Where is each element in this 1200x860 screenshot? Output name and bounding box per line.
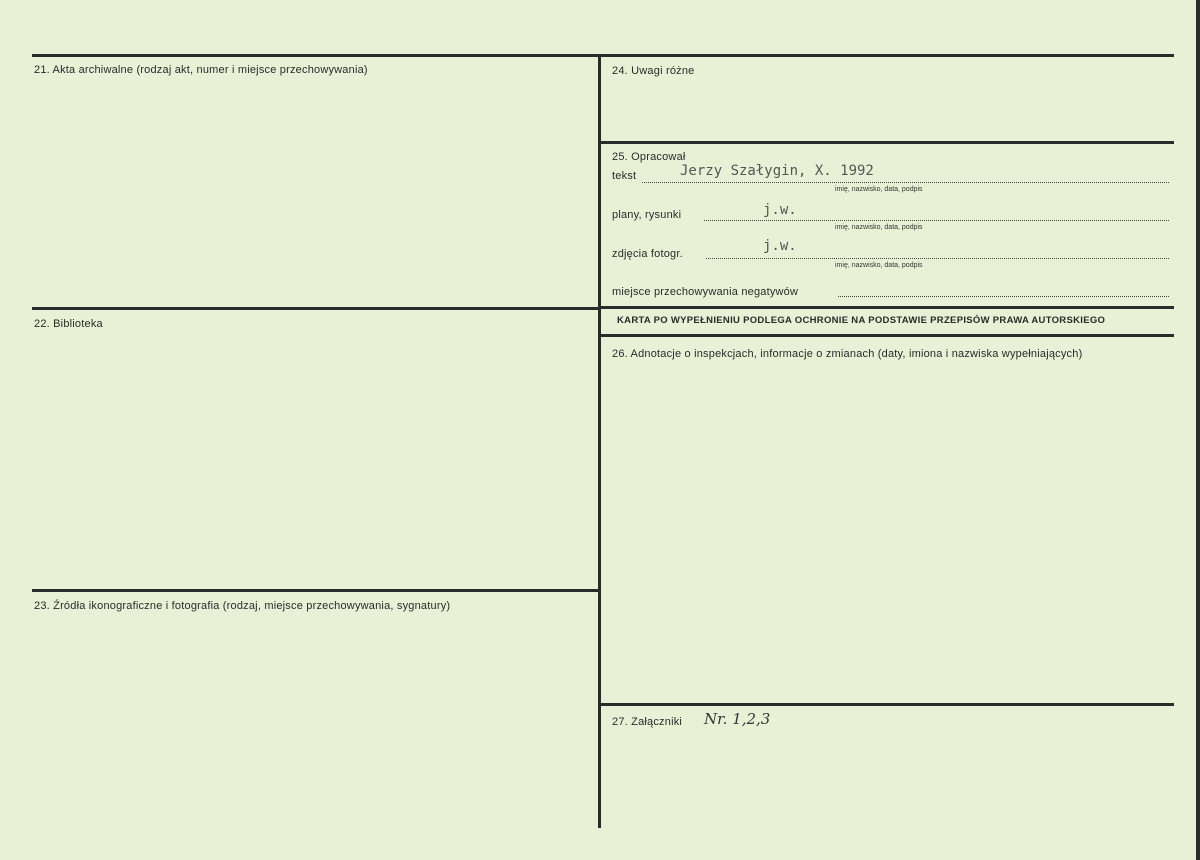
tekst-line bbox=[642, 182, 1169, 183]
field-27-label: 27. Załączniki bbox=[612, 716, 683, 728]
tekst-value: Jerzy Szałygin, X. 1992 bbox=[680, 163, 874, 179]
left-rule-22 bbox=[32, 307, 599, 310]
right-rule-25 bbox=[599, 141, 1174, 144]
right-rule-27 bbox=[599, 703, 1174, 706]
center-divider bbox=[598, 56, 601, 828]
field-23-label: 23. Źródła ikonograficzne i fotografia (rodzaj, miejsce przechowywania, sygnatury) bbox=[34, 600, 451, 612]
top-rule bbox=[32, 54, 1174, 57]
field-25-label: 25. Opracował bbox=[612, 151, 686, 163]
field-26-label: 26. Adnotacje o inspekcjach, informacje o zmianach (daty, imiona i nazwiska wypełniających) bbox=[612, 348, 1083, 360]
copyright-notice: KARTA PO WYPEŁNIENIU PODLEGA OCHRONIE NA PODSTAWIE PRZEPISÓW PRAWA AUTORSKIEGO bbox=[617, 315, 1106, 326]
field-24-label: 24. Uwagi różne bbox=[612, 65, 695, 77]
right-rule-notice-top bbox=[599, 306, 1174, 309]
zdjecia-value: j.w. bbox=[763, 238, 797, 254]
zdjecia-line bbox=[706, 258, 1169, 259]
plany-line bbox=[704, 220, 1169, 221]
tekst-caption: imię, nazwisko, data, podpis bbox=[835, 186, 923, 193]
field-22-label: 22. Biblioteka bbox=[34, 318, 103, 330]
left-rule-23 bbox=[32, 589, 599, 592]
zdjecia-label: zdjęcia fotogr. bbox=[612, 248, 683, 260]
attachments-value: Nr. 1,2,3 bbox=[704, 710, 771, 728]
zdjecia-caption: imię, nazwisko, data, podpis bbox=[835, 262, 923, 269]
negatywy-line bbox=[838, 296, 1169, 297]
plany-caption: imię, nazwisko, data, podpis bbox=[835, 224, 923, 231]
plany-value: j.w. bbox=[763, 202, 797, 218]
plany-label: plany, rysunki bbox=[612, 209, 682, 221]
right-rule-26 bbox=[599, 334, 1174, 337]
field-21-label: 21. Akta archiwalne (rodzaj akt, numer i miejsce przechowywania) bbox=[34, 64, 368, 76]
tekst-label: tekst bbox=[612, 170, 637, 182]
negatywy-label: miejsce przechowywania negatywów bbox=[612, 286, 799, 298]
